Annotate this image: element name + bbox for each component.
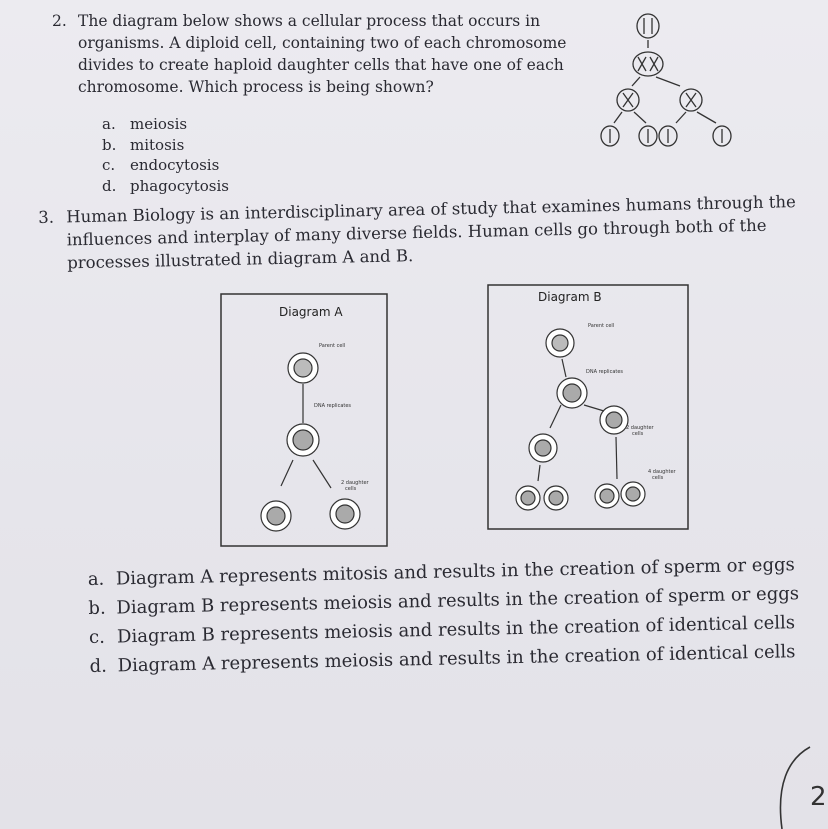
choice-2a[interactable] [102,114,229,135]
diagram-a-dna-label: DNA replicates [314,403,352,409]
diagram-b-dna-label: DNA replicates [586,369,624,375]
diagram-b-2-daughter-label: 2 daughter [626,425,654,431]
diagram-a [219,292,389,548]
diagram-b [486,283,692,531]
choice-letter: b. [88,597,106,620]
choice-letter: d. [102,176,117,195]
question-2 [52,10,572,195]
choice-text: endocytosis [130,156,220,174]
question-2-stem [52,10,572,98]
choice-2c[interactable] [102,155,229,176]
choice-text: Diagram A represents meiosis and results in the creation of identical cells [117,641,796,677]
choice-letter: a. [102,115,116,133]
diagram-b-2-daughter-label-2: cells [632,431,644,437]
question-3-choices [88,550,801,681]
question-3-stem [38,190,799,275]
handwritten-mark [770,745,828,829]
question-2-choices [102,114,229,196]
question-2-text: The diagram below shows a cellular process that occurs in organisms. A diploid cell, containing two of each chromosome divides to create haploid daughter cells that have one of each chromosome. Which process is being shown? [78,12,567,96]
choice-text: Diagram B represents meiosis and results in the creation of identical cells [116,612,796,648]
diagram-b-parent-label: Parent cell [588,323,615,329]
question-3-text: Human Biology is an interdisciplinary area of study that examines humans through the influences and interplay of many diverse fields. Human cells go through both of the processes illustrated in diagram A and B. [66,192,796,273]
choice-letter: b. [102,135,117,154]
question-2-number: 2. [52,12,67,30]
diagram-b-4-daughter-label: 4 daughter [648,469,676,475]
choice-text: Diagram B represents meiosis and results in the creation of sperm or eggs [116,583,800,619]
question-3-number: 3. [38,207,55,227]
diagram-a-daughter-label-2: cells [345,486,357,492]
choice-2b[interactable] [102,135,229,156]
choice-text: Diagram A represents mitosis and results in the creation of sperm or eggs [115,554,795,590]
diagram-a-parent-label: Parent cell [319,343,346,349]
choice-letter: c. [102,156,116,174]
choice-letter: a. [87,568,105,591]
diagram-b-4-daughter-label-2: cells [652,475,664,481]
choice-text: phagocytosis [130,176,229,195]
chromosome-division-diagram [598,4,758,154]
diagram-b-title: Diagram B [538,290,602,304]
choice-letter: d. [89,655,108,678]
choice-letter: c. [88,626,106,649]
handwritten-number: 2 [810,782,827,812]
choice-2d[interactable] [102,176,229,197]
diagram-a-daughter-label: 2 daughter [341,480,369,486]
diagram-a-title: Diagram A [279,305,343,319]
choice-text: mitosis [130,135,185,154]
choice-text: meiosis [130,115,188,133]
